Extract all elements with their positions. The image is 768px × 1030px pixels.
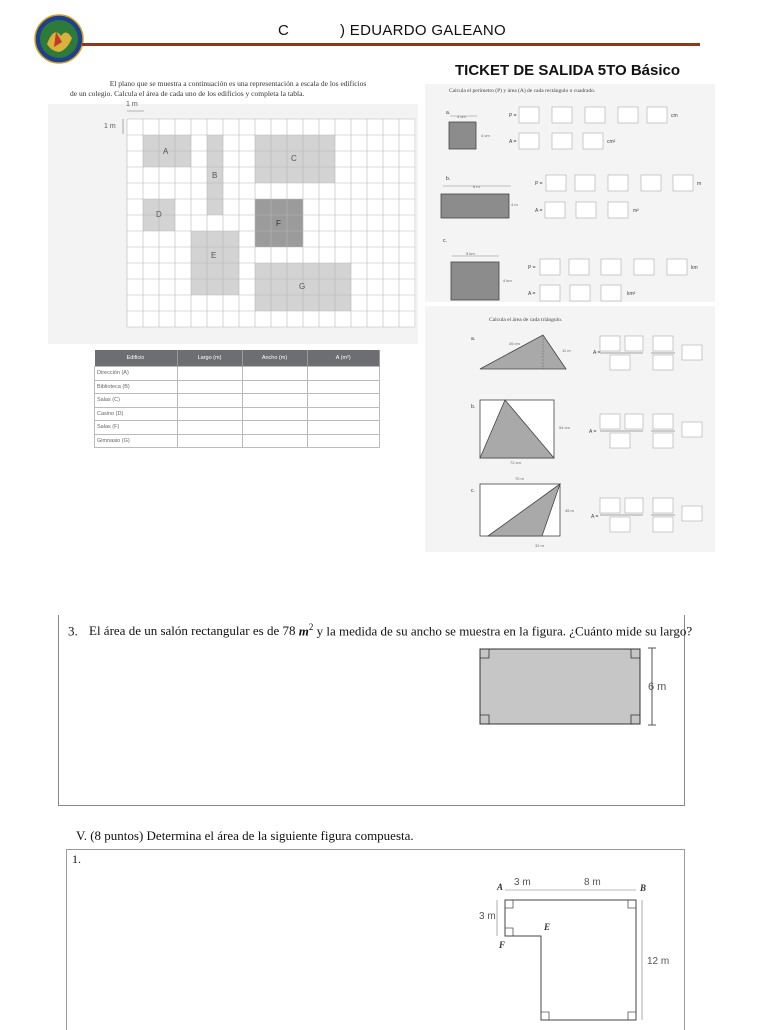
- buildings-table: [94, 350, 380, 448]
- answer-box[interactable]: [585, 107, 605, 123]
- table-cell-building: Dirección (A): [95, 367, 178, 381]
- table-cell-width[interactable]: [242, 394, 307, 408]
- answer-box[interactable]: [546, 175, 566, 191]
- plan-scale-y: 1 m: [104, 123, 116, 130]
- table-cell-width[interactable]: [242, 367, 307, 381]
- table-cell-building: Salas (C): [95, 394, 178, 408]
- answer-box[interactable]: [608, 202, 628, 218]
- answer-box[interactable]: [667, 259, 687, 275]
- school-logo: [34, 14, 84, 64]
- answer-box[interactable]: [600, 336, 620, 351]
- answer-box[interactable]: [575, 175, 595, 191]
- composite-figure: [470, 868, 690, 1024]
- building-label-g: G: [299, 282, 306, 291]
- rect-c-a-label: A =: [528, 291, 536, 297]
- answer-box[interactable]: [653, 355, 673, 370]
- school-name-left: C: [278, 22, 289, 39]
- question3-width-label: 6 m: [648, 681, 667, 693]
- answer-box[interactable]: [540, 259, 560, 275]
- rect-a-shape: [449, 122, 476, 149]
- rect-b-p-unit: m: [697, 181, 702, 187]
- answer-box[interactable]: [653, 414, 673, 429]
- question5-item-number: 1.: [72, 852, 81, 866]
- table-cell-building: Salas (F): [95, 421, 178, 435]
- answer-box[interactable]: [634, 259, 654, 275]
- table-cell-width[interactable]: [242, 380, 307, 394]
- answer-box[interactable]: [601, 285, 621, 301]
- rect-b-width: 6 m: [473, 184, 480, 189]
- question3-figure: [476, 645, 676, 730]
- table-cell-building: Gimnasio (G): [95, 434, 178, 448]
- answer-box[interactable]: [552, 107, 572, 123]
- building-label-c: C: [291, 154, 297, 163]
- triangles-instruction: Calcula el área de cada triángulo.: [489, 317, 563, 323]
- rect-b-height: 4 m: [511, 202, 518, 207]
- table-cell-width[interactable]: [242, 421, 307, 435]
- vertex-b-label: B: [640, 883, 647, 893]
- table-cell-length[interactable]: [177, 421, 242, 435]
- vertex-a-label: A: [497, 882, 504, 892]
- rect-b-shape: [441, 194, 509, 218]
- rect-c-width: 5 km: [466, 251, 475, 256]
- answer-box[interactable]: [673, 175, 693, 191]
- rect-a-a-unit: cm²: [607, 139, 616, 145]
- plan-scale-x: 1 m: [126, 101, 138, 108]
- ticket-title: TICKET DE SALIDA 5TO Básico: [455, 62, 681, 79]
- question5-title: V. (8 puntos) Determina el área de la siguiente figura compuesta.: [76, 828, 414, 843]
- question3-unit-exp: 2: [308, 622, 314, 632]
- rect-a-width: 4 cm: [457, 114, 466, 119]
- tri-c-a-label: A =: [591, 514, 599, 520]
- answer-box[interactable]: [583, 133, 603, 149]
- table-cell-area[interactable]: [307, 380, 380, 394]
- tri-c-base: 32 m: [535, 543, 544, 548]
- tri-c-width: 70 m: [515, 476, 524, 481]
- rectangles-instruction: Calcula el perímetro (P) y área (A) de cada rectángulo o cuadrado.: [449, 88, 596, 94]
- table-cell-area[interactable]: [307, 434, 380, 448]
- table-row: [95, 421, 380, 435]
- answer-box[interactable]: [600, 414, 620, 429]
- question3-rectangle: [480, 649, 640, 724]
- table-cell-area[interactable]: [307, 421, 380, 435]
- tri-a-a-label: A =: [593, 350, 601, 356]
- table-cell-length[interactable]: [177, 434, 242, 448]
- answer-box[interactable]: [608, 175, 628, 191]
- answer-box[interactable]: [569, 259, 589, 275]
- tri-c-letter: c.: [471, 488, 475, 494]
- answer-box[interactable]: [540, 285, 560, 301]
- table-header-building: Edificio: [95, 350, 178, 367]
- rect-a-a-label: A =: [509, 139, 517, 145]
- composite-top-left-dimension: 3 m: [514, 877, 531, 888]
- rect-c-p-unit: km: [691, 265, 698, 271]
- answer-box[interactable]: [618, 107, 638, 123]
- composite-right-dimension: 12 m: [647, 956, 670, 967]
- building-label-d: D: [156, 210, 162, 219]
- tri-a-letter: a.: [471, 336, 476, 342]
- table-row: [95, 434, 380, 448]
- question3-text-after: y la medida de su ancho se muestra en la figura. ¿Cuánto mide su largo?: [313, 623, 693, 639]
- rect-c-height: 4 km: [503, 278, 512, 283]
- answer-box[interactable]: [653, 336, 673, 351]
- answer-box[interactable]: [552, 133, 572, 149]
- table-cell-length[interactable]: [177, 367, 242, 381]
- plan-intro-line2: de un colegio. Calcula el área de cada uno de los edificios y completa la tabla.: [70, 89, 305, 98]
- building-label-a: A: [163, 147, 169, 156]
- building-label-b: B: [212, 171, 218, 180]
- table-header-area: A (m²): [307, 350, 380, 367]
- rect-c-p-label: P =: [528, 265, 536, 271]
- tri-b-base: 72 cm: [510, 460, 521, 465]
- worksheet-exercises: [425, 84, 715, 552]
- table-cell-area[interactable]: [307, 367, 380, 381]
- plan-intro-line1: El plano que se muestra a continuación es una representación a escala de los edificios: [109, 79, 367, 88]
- tri-a-side: 26 cm: [509, 341, 520, 346]
- rect-b-a-label: A =: [535, 208, 543, 214]
- question3-text: [68, 622, 692, 639]
- answer-box[interactable]: [519, 133, 539, 149]
- answer-box[interactable]: [682, 345, 702, 360]
- answer-box[interactable]: [641, 175, 661, 191]
- table-cell-building: Casino (D): [95, 407, 178, 421]
- tri-a-height: 11 m: [562, 348, 571, 353]
- answer-box[interactable]: [576, 202, 596, 218]
- rect-c-a-unit: km²: [627, 291, 636, 297]
- rect-b-letter: b.: [446, 176, 451, 182]
- answer-box[interactable]: [653, 498, 673, 513]
- header-divider: [82, 43, 700, 46]
- rect-b-a-unit: m²: [633, 208, 639, 214]
- answer-box[interactable]: [601, 259, 621, 275]
- question3-number: 3.: [68, 623, 78, 639]
- tri-c-height: 45 m: [565, 508, 574, 513]
- answer-box[interactable]: [570, 285, 590, 301]
- tri-b-height: 54 cm: [559, 425, 570, 430]
- composite-left-dimension: 3 m: [479, 911, 496, 922]
- table-row: [95, 367, 380, 381]
- answer-box[interactable]: [682, 422, 702, 437]
- table-cell-building: Biblioteca (B): [95, 380, 178, 394]
- answer-box[interactable]: [625, 336, 643, 351]
- answer-box[interactable]: [625, 498, 643, 513]
- answer-box[interactable]: [682, 506, 702, 521]
- tri-b-a-label: A =: [589, 429, 597, 435]
- answer-box[interactable]: [625, 414, 643, 429]
- table-header-length: Largo (m): [177, 350, 242, 367]
- vertex-f-label: F: [499, 940, 506, 950]
- table-row: [95, 394, 380, 408]
- answer-box[interactable]: [610, 517, 630, 532]
- answer-box[interactable]: [519, 107, 539, 123]
- rect-a-height: 4 cm: [481, 133, 490, 138]
- table-cell-length[interactable]: [177, 394, 242, 408]
- question3-unit: m: [298, 623, 309, 639]
- table-row: [95, 380, 380, 394]
- rect-c-shape: [451, 262, 499, 300]
- composite-figure-outline: [505, 900, 636, 1020]
- answer-box[interactable]: [647, 107, 667, 123]
- table-header-width: Ancho (m): [242, 350, 307, 367]
- question3-text-before: El área de un salón rectangular es de 78: [89, 623, 299, 639]
- table-row: [95, 407, 380, 421]
- building-label-f: F: [276, 219, 281, 228]
- rect-a-p-label: P =: [509, 113, 517, 119]
- table-cell-area[interactable]: [307, 407, 380, 421]
- tri-b-letter: b.: [471, 404, 476, 410]
- building-plan-grid: [48, 96, 418, 344]
- answer-box[interactable]: [610, 433, 630, 448]
- table-cell-width[interactable]: [242, 434, 307, 448]
- vertex-e-label: E: [544, 922, 551, 932]
- building-label-e: E: [211, 251, 217, 260]
- answer-box[interactable]: [653, 517, 673, 532]
- answer-box[interactable]: [653, 433, 673, 448]
- rect-a-p-unit: cm: [671, 113, 678, 119]
- rect-b-p-label: P =: [535, 181, 543, 187]
- school-name-right: ) EDUARDO GALEANO: [340, 22, 506, 39]
- table-cell-width[interactable]: [242, 407, 307, 421]
- answer-box[interactable]: [545, 202, 565, 218]
- composite-top-right-dimension: 8 m: [584, 877, 601, 888]
- answer-box[interactable]: [600, 498, 620, 513]
- table-cell-length[interactable]: [177, 407, 242, 421]
- rect-c-letter: c.: [443, 238, 447, 244]
- rect-a-letter: a.: [446, 110, 451, 116]
- table-cell-area[interactable]: [307, 394, 380, 408]
- answer-box[interactable]: [610, 355, 630, 370]
- table-cell-length[interactable]: [177, 380, 242, 394]
